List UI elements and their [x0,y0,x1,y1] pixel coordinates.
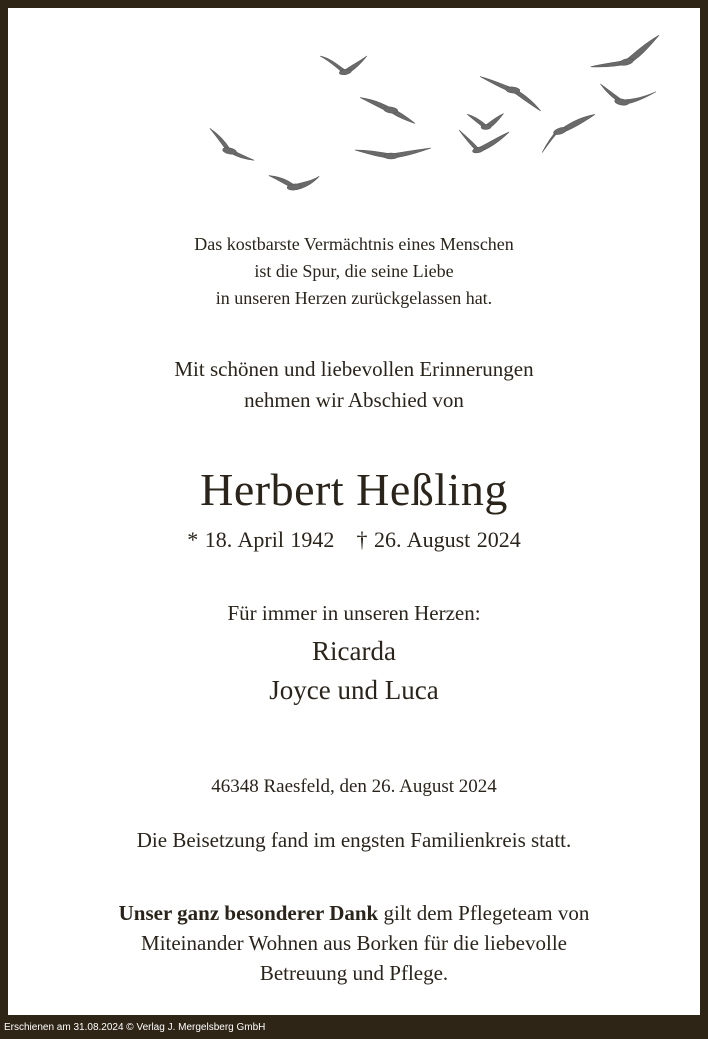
thanks-line: Miteinander Wohnen aus Borken für die liebevolle [141,931,567,955]
place-and-date: 46348 Raesfeld, den 26. August 2024 [211,776,497,797]
verse-line: Das kostbarste Vermächtnis eines Menschen [194,234,514,254]
bird-icon [358,98,418,124]
mourner-name: Ricarda [312,636,396,666]
verse-line: ist die Spur, die seine Liebe [254,261,454,281]
bird-icon [477,76,544,111]
bird-icon [597,82,655,110]
death-date: † 26. August 2024 [356,527,521,552]
bird-icon [587,35,664,73]
bird-icon [536,114,601,153]
intro-line: nehmen wir Abschied von [244,388,464,412]
bird-icon [467,112,504,131]
mourners-heading: Für immer in unseren Herzen: [227,601,481,625]
life-dates [8,525,700,555]
verse-line: in unseren Herzen zurückgelassen hat. [215,288,493,308]
bird-icon [320,48,369,78]
bird-icon [269,170,321,192]
intro-block [8,354,700,416]
bird-icon [459,118,512,155]
publication-footer: Erschienen am 31.08.2024 © Verlag J. Mergelsberg GmbH [4,1022,266,1033]
verse-block [8,231,700,312]
mourner-name: Joyce und Luca [269,675,439,705]
thanks-block [8,898,700,988]
thanks-line: Unser ganz besonderer Dank gilt dem Pflegeteam von [118,901,590,925]
funeral-note: Die Beisetzung fand im engsten Familienkreis statt. [136,828,572,852]
birth-date: * 18. April 1942 [187,527,335,552]
deceased-name: Herbert Heßling [200,464,508,515]
intro-line: Mit schönen und liebevollen Erinnerungen [174,357,534,381]
thanks-emphasis: Unser ganz besonderer Dank [118,901,379,925]
obituary-card [8,8,700,1015]
bird-icon [355,148,431,159]
flying-birds-illustration [8,8,700,218]
bird-icon [205,128,259,160]
thanks-line: Betreuung und Pflege. [259,961,449,985]
mourners-list [8,632,700,710]
